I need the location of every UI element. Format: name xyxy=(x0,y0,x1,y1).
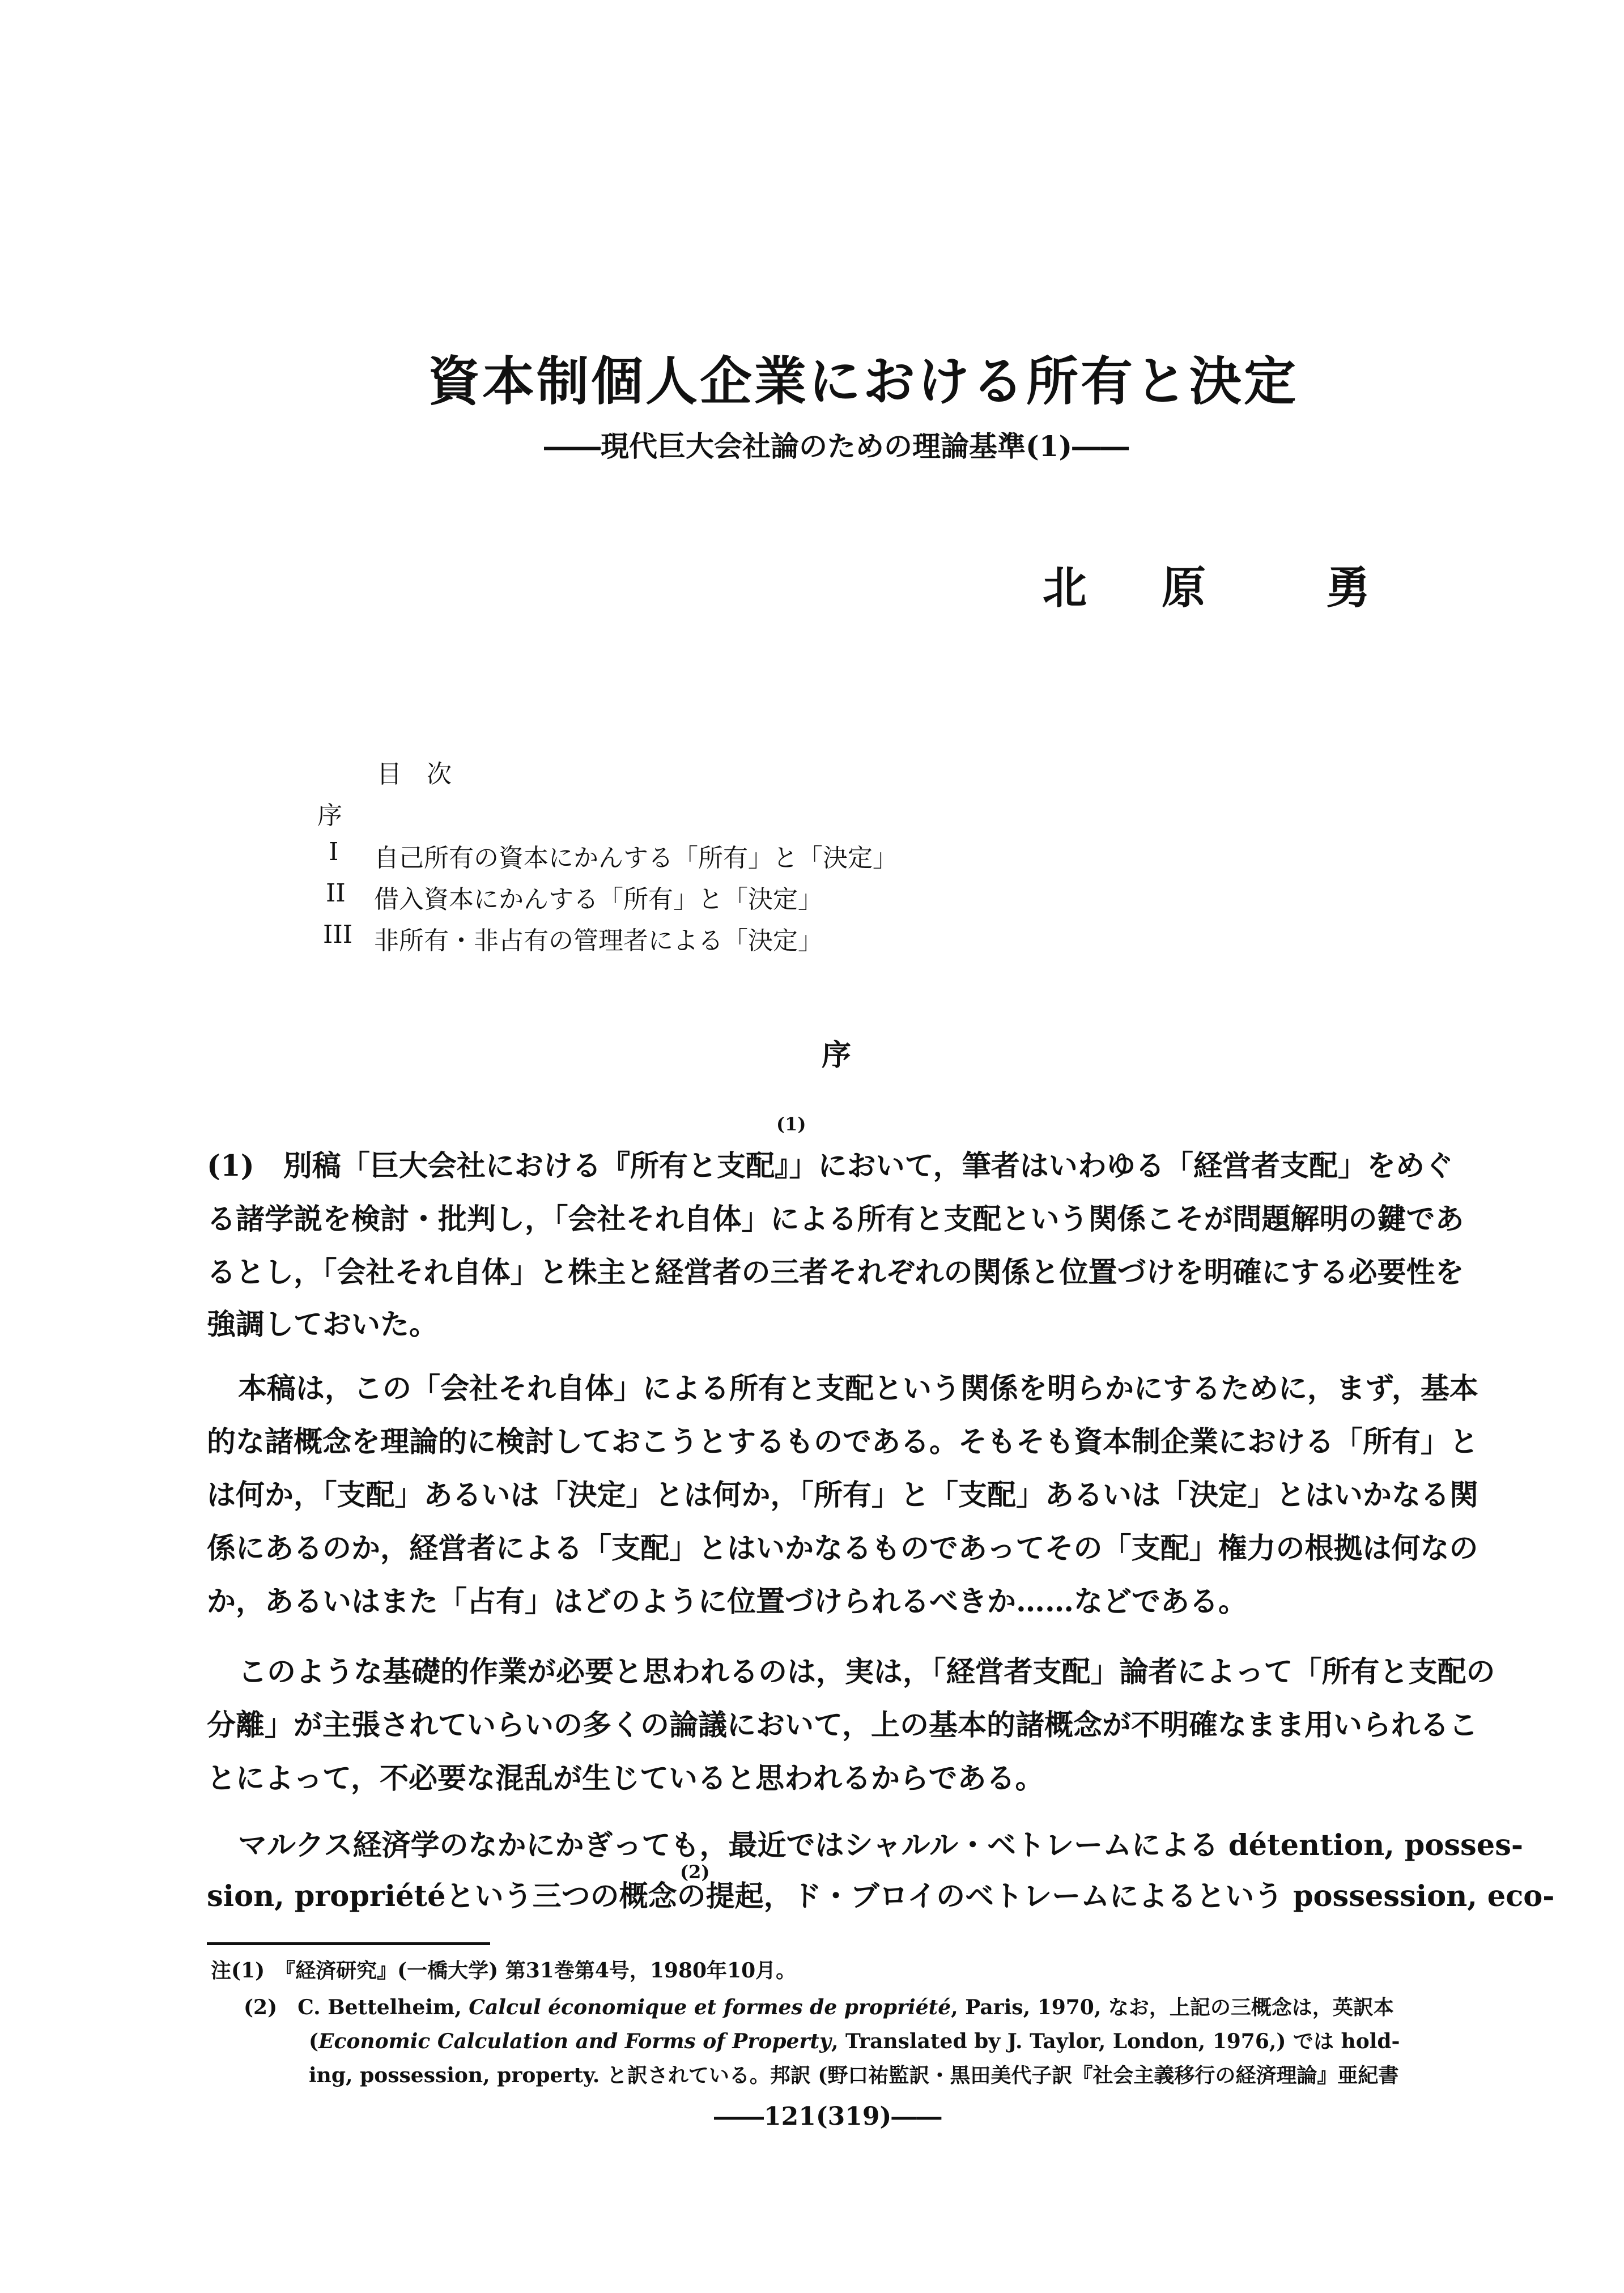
text-line: は何か，「支配」あるいは「決定」とは何か，「所有」と「支配」あるいは「決定」とはいかなる関 xyxy=(207,1478,1479,1512)
toc-item-num: 序 xyxy=(317,801,342,830)
article-subtitle: ――現代巨大会社論のための理論基準(1)―― xyxy=(544,429,1129,463)
footnote-ref: (1) xyxy=(776,1113,806,1135)
text-line: る諸学説を検討・批判し，「会社それ自体」による所有と支配という関係こそが問題解明の鍵であ xyxy=(207,1202,1464,1236)
text-line: か，あるいはまた「占有」はどのように位置づけられるべきか……などである。 xyxy=(207,1585,1248,1619)
article-title: 資本制個人企業における所有と決定 xyxy=(428,351,1299,412)
toc-heading: 目 次 xyxy=(377,760,452,789)
author-name-3: 勇 xyxy=(1326,562,1371,614)
text-line: sion, propriétéという三つの概念の提起，ド・ブロイのベトレームによるという possession, eco- xyxy=(207,1879,1555,1913)
section-heading: 序 xyxy=(822,1038,852,1073)
toc-item-num: III xyxy=(323,920,353,949)
footnote-book-title: Calcul économique et formes de propriété xyxy=(469,1996,951,2019)
author-name-1: 北 xyxy=(1043,562,1087,614)
footnote-text: (2) C. Bettelheim, xyxy=(244,1996,469,2019)
toc-item-num: II xyxy=(326,879,346,908)
footnote-text: , Paris, 1970, なお，上記の三概念は，英訳本 xyxy=(951,1996,1394,2019)
text-line: とによって，不必要な混乱が生じていると思われるからである。 xyxy=(207,1762,1044,1796)
text-line: 分離」が主張されていらいの多くの論議において，上の基本的諸概念が不明確なまま用いられるこ xyxy=(207,1708,1478,1742)
footnote-text: ( xyxy=(309,2030,319,2053)
footnote-1: 注(1) 『経済研究』(一橋大学) 第31巻第4号，1980年10月。 xyxy=(211,1959,797,1983)
footnote-divider xyxy=(207,1942,490,1945)
toc-item-text: 自己所有の資本にかんする「所有」と「決定」 xyxy=(374,844,898,873)
text-line: 係にあるのか，経営者による「支配」とはいかなるものであってその「支配」権力の根拠は何なの xyxy=(207,1531,1478,1565)
page-number: ――121(319)―― xyxy=(714,2102,942,2131)
author-name-2: 原 xyxy=(1162,562,1206,614)
footnote-2-cont: ing, possession, property. と訳されている。邦訳 (野口祐監訳・黒田美代子訳『社会主義移行の経済理論』亜紀書 xyxy=(309,2064,1399,2087)
footnote-book-title: Economic Calculation and Forms of Property xyxy=(318,2030,831,2053)
text-line: 本稿は，この「会社それ自体」による所有と支配という関係を明らかにするために，まず，基本 xyxy=(238,1372,1478,1406)
text-line: 強調しておいた。 xyxy=(207,1308,439,1342)
footnote-ref: (2) xyxy=(680,1861,710,1883)
toc-item-num: I xyxy=(329,837,339,866)
footnote-text: , Translated by J. Taylor, London, 1976,) では hold- xyxy=(831,2030,1400,2053)
toc-item-text: 非所有・非占有の管理者による「決定」 xyxy=(374,926,823,955)
footnote-2 xyxy=(244,1992,1394,2020)
text-line: 的な諸概念を理論的に検討しておこうとするものである。そもそも資本制企業における「所有」と xyxy=(207,1425,1479,1459)
text-line: るとし，「会社それ自体」と株主と経営者の三者それぞれの関係と位置づけを明確にする必要性を xyxy=(207,1256,1464,1290)
text-line: マルクス経済学のなかにかぎっても，最近ではシャルル・ベトレームによる détention, posses- xyxy=(238,1828,1524,1862)
text-line: (1) 別稿「巨大会社における『所有と支配』」において，筆者はいわゆる「経営者支配」をめぐ xyxy=(207,1149,1453,1183)
footnote-2-cont xyxy=(309,2026,1400,2054)
text-line: このような基礎的作業が必要と思われるのは，実は，「経営者支配」論者によって「所有と支配の xyxy=(238,1655,1495,1689)
toc-item-text: 借入資本にかんする「所有」と「決定」 xyxy=(374,885,823,914)
